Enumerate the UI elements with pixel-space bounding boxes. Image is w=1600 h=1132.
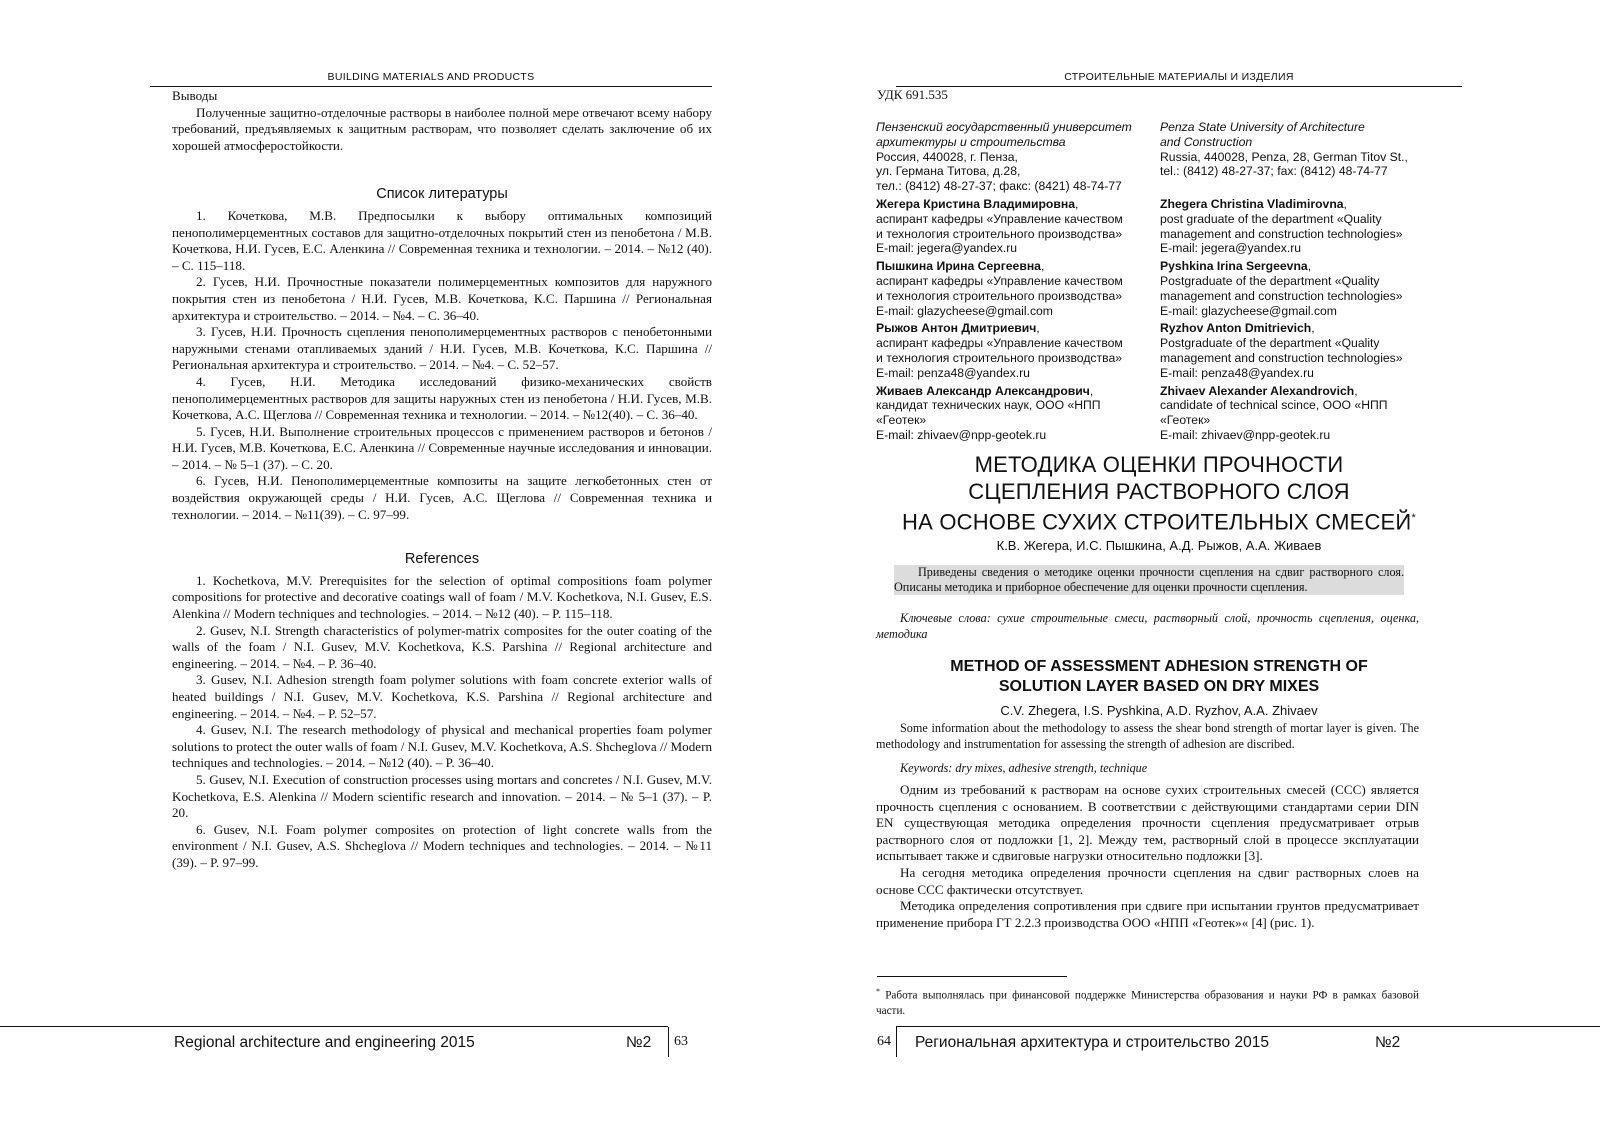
footer-rule <box>0 1026 668 1027</box>
institution-row <box>876 120 1442 194</box>
author-name: Жегера Кристина Владимировна <box>876 196 1075 211</box>
footer-rule <box>896 1026 1600 1027</box>
author-email[interactable]: E-mail: zhivaev@npp-geotek.ru <box>876 427 1047 442</box>
author-info-row: Живаев Александр Александрович, кандидат технических наук, ООО «НПП «Геотек» E-mail: zhivaev@npp-geotek.ru Zhivaev Alexander Alexandrovich, candidate of technical scince, ООО «НПП «Геотек» E-mail: zhivaev@npp-geotek.ru <box>876 384 1442 443</box>
affiliations <box>876 120 1442 446</box>
authors-ru: К.В. Жегера, И.С. Пышкина, А.Д. Рыжов, А.А. Живаев <box>996 538 1322 553</box>
udk-code: УДК 691.535 <box>877 87 948 102</box>
author-info-row: Жегера Кристина Владимировна, аспирант кафедры «Управление качеством и технология строительного производства» E-mail: jegera@yandex.ru Zhegera Christina Vladimirovna, post graduate of the department «Quality management and construction technologies» E-mail: jegera@yandex.ru <box>876 197 1442 256</box>
ru-reference-4: 4. Гусев, Н.И. Методика исследований физико-механических свойств пенополимерцементных растворов для защиты наружных стен из пенобетона / Н.И. Гусев, М.В. Кочеткова, А.С. Щеглова // Современная техника и технологии. – 2014. – №12(40). – С. 36–40. <box>172 373 712 423</box>
authors-en: C.V. Zhegera, I.S. Pyshkina, A.D. Ryzhov, A.A. Zhivaev <box>1000 703 1318 718</box>
author-name: Живаев Александр Александрович <box>876 383 1090 398</box>
left-column <box>172 88 712 872</box>
author-name: Zhivaev Alexander Alexandrovich <box>1160 383 1355 398</box>
footnote-marker: * <box>1411 512 1416 524</box>
body-paragraph-1: Одним из требований к растворам на основе сухих строительных смесей (ССС) является прочность сцепления с основанием. В соответствии с действующими стандартами серии DIN EN существующая методика определения прочности сцепления предусматривает отрыв растворного слоя от подложки [1, 2]. Между тем, растворный слой в процессе эксплуатации испытывает также и сдвиговые нагрузки относительно подложки [3]. <box>876 782 1419 864</box>
author-name: Пышкина Ирина Сергеевна <box>876 259 1041 274</box>
en-references-title: References <box>404 551 480 568</box>
author-info-row: Рыжов Антон Дмитриевич, аспирант кафедры «Управление качеством и технология строительного производства» E-mail: penza48@yandex.ru Ryzhov Anton Dmitrievich, Postgraduate of the department «Quality management and construction technologies» E-mail: penza48@yandex.ru <box>876 321 1442 380</box>
keywords-ru: Ключевые слова: сухие строительные смеси, растворный слой, прочность сцепления, оценка, методика <box>876 611 1419 641</box>
footnote-rule <box>877 976 1067 977</box>
article-title-ru: МЕТОДИКА ОЦЕНКИ ПРОЧНОСТИ СЦЕПЛЕНИЯ РАСТВОРНОГО СЛОЯ НА ОСНОВЕ СУХИХ СТРОИТЕЛЬНЫХ СМЕСЕЙ* <box>902 452 1416 535</box>
keywords-en: Keywords: dry mixes, adhesive strength, technique <box>900 761 1148 775</box>
running-head: BUILDING MATERIALS AND PRODUCTS <box>150 70 712 87</box>
en-reference-1: 1. Kochetkova, M.V. Prerequisites for the selection of optimal compositions foam polymer compositions for protective and decorative coatings wall of foam / M.V. Kochetkova, N.I. Gusev, E.S. Alenkina // Modern techniques and technologies. – 2014. – №12 (40). – P. 115–118. <box>172 572 712 622</box>
author-info-row: Пышкина Ирина Сергеевна, аспирант кафедры «Управление качеством и технология строительного производства» E-mail: glazycheese@gmail.com Pyshkina Irina Sergeevna, Postgraduate of the department «Quality management and construction technologies» E-mail: glazycheese@gmail.com <box>876 259 1442 318</box>
article-title-en: METHOD OF ASSESSMENT ADHESION STRENGTH OF SOLUTION LAYER BASED ON DRY MIXES <box>950 658 1368 695</box>
ru-reference-2: 2. Гусев, Н.И. Прочностные показатели полимерцементных композитов для наружного покрытия стен из пенобетона / Н.И. Гусев, М.В. Кочеткова, К.С. Паршина // Региональная архитектура и строительство. – 2014. – №4. – С. 36–40. <box>172 274 712 323</box>
body-paragraph-3: Методика определения сопротивления при сдвиге при испытании грунтов предусматривает применение прибора ГТ 2.2.3 производства ООО «НПП «Геотек»« [4] (рис. 1). <box>876 898 1419 930</box>
ru-reference-3: 3. Гусев, Н.И. Прочность сцепления пенополимерцементных растворов с пенобетонными наружными стенами отапливаемых зданий / Н.И. Гусев, М.В. Кочеткова, К.С. Паршина // Региональная архитектура и строительство. – 2014. – №4. – С. 52–57. <box>172 324 712 373</box>
abstract-en: Some information about the methodology to assess the shear bond strength of mortar layer is given. The methodology and instrumentation for assessing the strength of adhesion are discribed. <box>876 721 1419 751</box>
en-reference-5: 5. Gusev, N.I. Execution of construction processes using mortars and concretes / N.I. Gusev, M.V. Kochetkova, E.S. Alenkina // Modern scientific research and innovation. – 2014. – № 5–1 (37). – P. 20. <box>172 771 712 821</box>
author-name: Zhegera Christina Vladimirovna <box>1160 196 1344 211</box>
abstract-ru: Приведены сведения о методике оценки прочности сцепления на сдвиг растворного слоя. Описаны методика и приборное обеспечение для оценки прочности сцепления. <box>894 565 1404 594</box>
author-email[interactable]: E-mail: zhivaev@npp-geotek.ru <box>1160 427 1331 442</box>
footnote: * Работа выполнялась при финансовой поддержке Министерства образования и науки РФ в рамках базовой части. <box>876 987 1420 1017</box>
author-email[interactable]: E-mail: glazycheese@gmail.com <box>876 303 1053 318</box>
en-reference-3: 3. Gusev, N.I. Adhesion strength foam polymer solutions with foam concrete exterior walls of heated buildings / N.I. Gusev, M.V. Kochetkova, K.S. Parshina // Regional architecture and engineering. – 2014. – №4. – P. 52–57. <box>172 672 712 721</box>
en-reference-6: 6. Gusev, N.I. Foam polymer composites on protection of light concrete walls from the environment / N.I. Gusev, A.S. Shcheglova // Modern techniques and technologies. – 2014. – №11 (39). – P. 97–99. <box>172 821 712 870</box>
author-email[interactable]: E-mail: jegera@yandex.ru <box>876 241 1018 256</box>
ru-reference-5: 5. Гусев, Н.И. Выполнение строительных процессов с применением растворов и бетонов / Н.И. Гусев, М.В. Кочеткова, Е.С. Аленкина // Современные научные исследования и инновации. – 2014. – № 5–1 (37). – С. 20. <box>172 423 712 472</box>
ru-references-title: Список литературы <box>376 186 508 203</box>
author-name: Ryzhov Anton Dmitrievich <box>1160 321 1312 336</box>
ru-reference-6: 6. Гусев, Н.И. Пенополимерцементные композиты на защите легкобетонных стен от воздействия окружающей среды / Н.И. Гусев, А.С. Щеглова // Современная техника и технологии. – 2014. – №11(39). – С. 97–99. <box>172 473 712 522</box>
conclusions-text: Полученные защитно-отделочные растворы в наиболее полной мере отвечают всему набору требований, предъявляемых к защитным растворам, что позволяет сделать заключение об их хорошей атмосферостойкости. <box>172 104 712 153</box>
ru-reference-1: 1. Кочеткова, М.В. Предпосылки к выбору оптимальных композиций пенополимерцементных составов для защитно-отделочных покрытий стен из пенобетона / М.В. Кочеткова, Н.И. Гусев, Е.С. Аленкина // Современная техника и технологии. – 2014. – №12 (40). – С. 115–118. <box>172 207 712 273</box>
en-reference-2: 2. Gusev, N.I. Strength characteristics of polymer-matrix composites for the outer coating of the walls of the foam / N.I. Gusev, M.V. Kochetkova, K.S. Parshina // Regional architecture and engineering. – 2014. – №4. – P. 36–40. <box>172 622 712 671</box>
page-number: 64 <box>872 1027 897 1057</box>
author-email[interactable]: E-mail: penza48@yandex.ru <box>1160 365 1314 380</box>
footer-journal: Regional architecture and engineering 2015 <box>174 1034 475 1051</box>
body-text <box>876 782 1419 931</box>
author-name: Рыжов Антон Дмитриевич <box>876 321 1037 336</box>
author-email[interactable]: E-mail: penza48@yandex.ru <box>876 365 1030 380</box>
footer-issue: №2 <box>1375 1034 1401 1051</box>
right-page <box>800 0 1600 1132</box>
author-name: Pyshkina Irina Sergeevna <box>1160 259 1308 274</box>
footer-issue: №2 <box>626 1034 652 1051</box>
page-number: 63 <box>668 1027 693 1057</box>
author-email[interactable]: E-mail: glazycheese@gmail.com <box>1160 303 1337 318</box>
running-head: СТРОИТЕЛЬНЫЕ МАТЕРИАЛЫ И ИЗДЕЛИЯ <box>896 70 1462 87</box>
body-paragraph-2: На сегодня методика определения прочности сцепления на сдвиг растворных слоев на основе ССС фактически отсутствует. <box>876 864 1419 897</box>
footer-journal: Региональная архитектура и строительство 2015 <box>915 1034 1269 1051</box>
en-reference-4: 4. Gusev, N.I. The research methodology of physical and mechanical properties foam polymer solutions to protect the outer walls of foam / N.I. Gusev, M.V. Kochetkova, A.S. Shcheglova // Modern techniques and technologies. – 2014. – №12 (40). – P. 36–40. <box>172 722 712 771</box>
institution-ru: Пензенский государственный университет архитектуры и строительства Россия, 440028, г. Пенза, ул. Германа Титова, д.28, тел.: (8412) 48-27-37; факс: (8421) 48-74-77 <box>876 120 1132 194</box>
institution-en: Penza State University of Architecture and Construction Russia, 440028, Penza, 28, German Titov St., tel.: (8412) 48-27-37; fax: (8412) 48-74-77 <box>1160 120 1408 179</box>
conclusions-heading: Выводы <box>172 88 218 103</box>
author-email[interactable]: E-mail: jegera@yandex.ru <box>1160 241 1302 256</box>
